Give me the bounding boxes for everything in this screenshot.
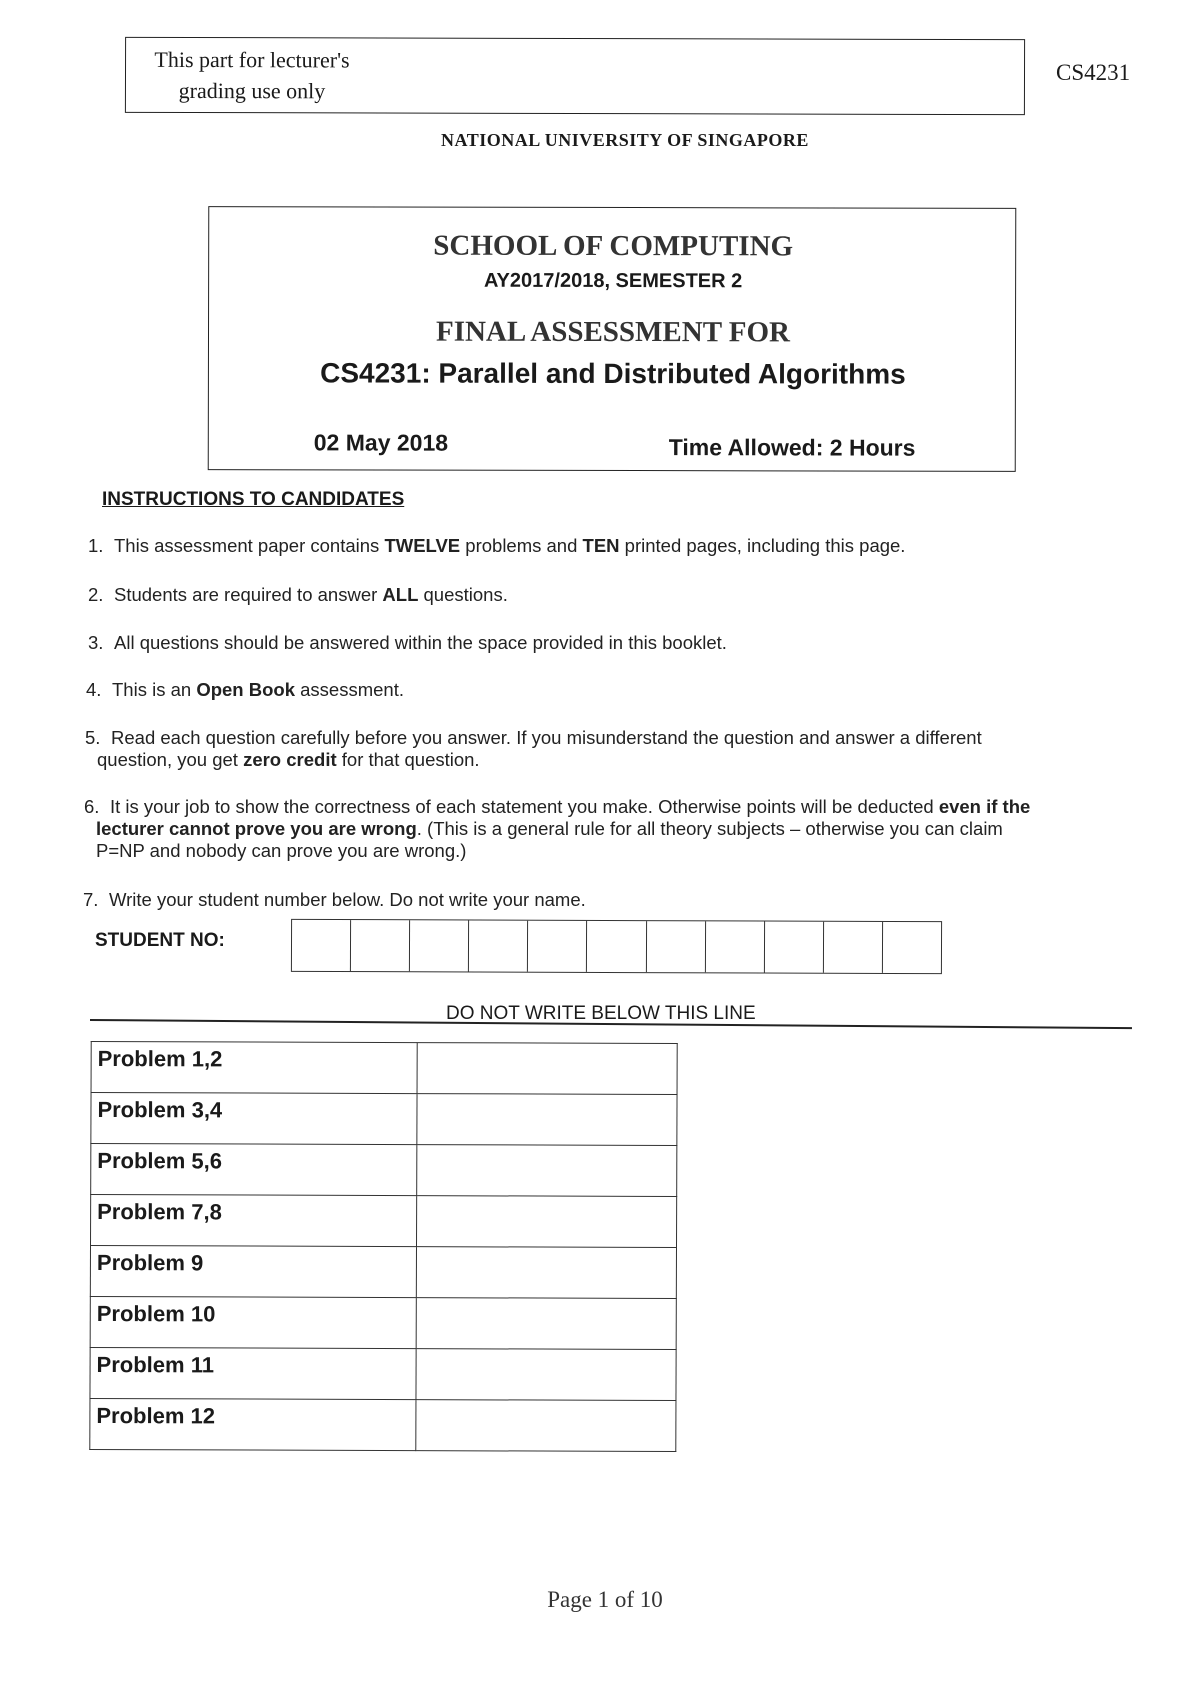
student-no-digit-box[interactable] xyxy=(587,921,646,972)
instruction-3 xyxy=(88,632,727,654)
instruction-text: assessment. xyxy=(294,679,404,700)
student-no-digit-box[interactable] xyxy=(469,920,528,971)
table-row xyxy=(90,1245,676,1298)
instruction-text: printed pages, including this page. xyxy=(619,535,906,556)
problem-label: Problem 7,8 xyxy=(91,1194,417,1246)
problem-label: Problem 10 xyxy=(90,1296,416,1348)
student-no-digit-box[interactable] xyxy=(292,920,351,971)
score-cell xyxy=(417,1094,677,1146)
score-cell xyxy=(417,1145,677,1197)
instruction-6 xyxy=(84,796,1164,862)
score-cell xyxy=(416,1196,676,1248)
instruction-text: . (This is a general rule for all theory subjects – otherwise you can claim xyxy=(416,818,1003,839)
instruction-text: This assessment paper contains xyxy=(114,535,385,556)
instruction-text: All questions should be answered within the space provided in this booklet. xyxy=(114,632,727,653)
grading-note xyxy=(142,44,362,107)
table-row xyxy=(91,1194,677,1247)
table-row xyxy=(91,1143,677,1196)
problem-label: Problem 12 xyxy=(90,1398,416,1450)
student-no-digit-box[interactable] xyxy=(883,922,941,973)
instruction-7 xyxy=(83,889,586,911)
instruction-number: 6. xyxy=(84,796,100,817)
instruction-text: question, you get xyxy=(97,749,244,770)
problem-label: Problem 5,6 xyxy=(91,1143,417,1195)
school-name: SCHOOL OF COMPUTING xyxy=(433,229,794,263)
score-cell xyxy=(416,1247,676,1299)
semester: AY2017/2018, SEMESTER 2 xyxy=(483,269,743,293)
student-no-digit-box[interactable] xyxy=(351,920,410,971)
problem-label: Problem 11 xyxy=(90,1347,416,1399)
instruction-bold: lecturer cannot prove you are wrong xyxy=(96,818,417,839)
instruction-text: This is an xyxy=(112,679,197,700)
instruction-number: 5. xyxy=(85,727,101,748)
do-not-write-notice: DO NOT WRITE BELOW THIS LINE xyxy=(446,1003,756,1024)
table-row xyxy=(91,1041,677,1094)
instruction-bold: ALL xyxy=(382,584,419,605)
instruction-2 xyxy=(88,584,508,606)
instruction-text: Write your student number below. Do not write your name. xyxy=(109,889,586,910)
student-no-label: STUDENT NO: xyxy=(95,930,225,951)
exam-header-box xyxy=(208,206,1017,472)
time-allowed: Time Allowed: 2 Hours xyxy=(668,434,916,461)
exam-date: 02 May 2018 xyxy=(313,429,449,456)
instruction-1 xyxy=(88,535,905,557)
student-no-boxes[interactable] xyxy=(291,919,942,974)
instruction-text: It is your job to show the correctness of each statement you make. Otherwise points will be deducted xyxy=(110,796,939,817)
student-no-digit-box[interactable] xyxy=(410,920,469,971)
student-no-digit-box[interactable] xyxy=(646,921,705,972)
grading-note-line1: This part for lecturer's xyxy=(154,46,350,73)
student-no-digit-box[interactable] xyxy=(528,921,587,972)
instruction-5 xyxy=(85,727,1145,771)
page-number: Page 1 of 10 xyxy=(547,1587,663,1612)
instruction-4 xyxy=(86,679,404,701)
instruction-bold: zero credit xyxy=(243,749,337,770)
problem-label: Problem 3,4 xyxy=(91,1092,417,1144)
instruction-text: Students are required to answer xyxy=(114,584,383,605)
student-no-digit-box[interactable] xyxy=(765,922,824,973)
table-row xyxy=(90,1296,676,1349)
instruction-number: 2. xyxy=(88,584,104,605)
instruction-bold: TWELVE xyxy=(384,535,461,556)
student-no-digit-box[interactable] xyxy=(706,921,765,972)
course-code-corner: CS4231 xyxy=(1056,60,1131,85)
instruction-text: P=NP and nobody can prove you are wrong.) xyxy=(96,840,467,861)
instruction-number: 4. xyxy=(86,679,102,700)
instruction-text: for that question. xyxy=(336,749,480,770)
university-name: NATIONAL UNIVERSITY OF SINGAPORE xyxy=(441,130,809,150)
score-cell xyxy=(417,1043,677,1095)
instruction-number: 7. xyxy=(83,889,99,910)
instructions-heading: INSTRUCTIONS TO CANDIDATES xyxy=(102,489,405,510)
instruction-number: 1. xyxy=(88,535,104,556)
instruction-bold: Open Book xyxy=(196,679,295,700)
table-row xyxy=(91,1092,677,1145)
student-no-digit-box[interactable] xyxy=(824,922,883,973)
instruction-bold: TEN xyxy=(582,535,620,556)
instruction-bold: even if the xyxy=(938,796,1031,817)
course-title: CS4231: Parallel and Distributed Algorithms xyxy=(320,357,906,390)
table-row xyxy=(90,1347,676,1400)
problem-label: Problem 9 xyxy=(90,1245,416,1297)
instruction-text: questions. xyxy=(418,584,508,605)
final-assessment-title: FINAL ASSESSMENT FOR xyxy=(435,315,791,349)
grading-table xyxy=(89,1041,677,1452)
problem-label: Problem 1,2 xyxy=(91,1041,417,1093)
score-cell xyxy=(416,1400,676,1452)
score-cell xyxy=(416,1349,676,1401)
table-row xyxy=(90,1398,676,1451)
score-cell xyxy=(416,1298,676,1350)
grading-box xyxy=(125,37,1025,115)
grading-note-line2: grading use only xyxy=(178,77,326,104)
instruction-text: Read each question carefully before you answer. If you misunderstand the question and answer a different xyxy=(111,727,982,748)
instruction-text: problems and xyxy=(460,535,583,556)
instruction-number: 3. xyxy=(88,632,104,653)
